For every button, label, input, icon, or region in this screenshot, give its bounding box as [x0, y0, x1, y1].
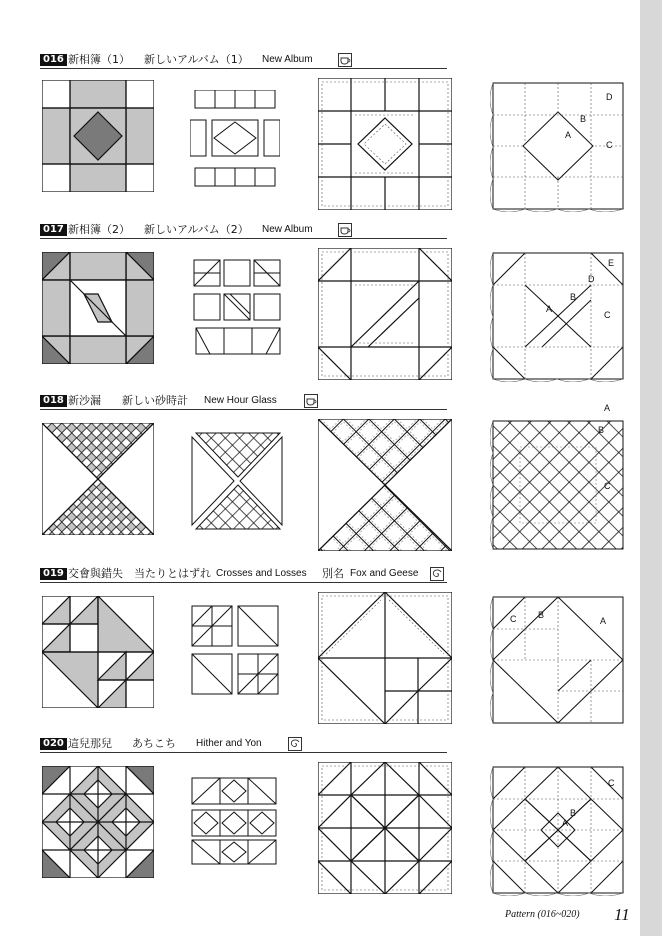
pattern-number-badge: 020 [40, 738, 67, 750]
pattern-017-section [0, 222, 640, 392]
spiral-icon [288, 737, 302, 751]
pattern-name-japanese: あちこち [132, 737, 176, 750]
pattern-name-japanese: 当たりとはずれ [134, 567, 211, 580]
piece-label-a: A [565, 130, 572, 140]
block-018-sewing [318, 419, 452, 551]
piece-label-b: B [538, 610, 545, 620]
block-019-template [490, 594, 630, 726]
pattern-name-english: New Album [262, 54, 313, 65]
pattern-016-section [0, 52, 640, 222]
piece-label-b: B [580, 114, 587, 124]
pattern-name-english: Hither and Yon [196, 738, 262, 749]
block-018-template [490, 403, 630, 553]
block-016-template [490, 80, 630, 212]
piece-label-a: A [546, 304, 553, 314]
pattern-number-badge: 018 [40, 395, 67, 407]
pattern-020-section [0, 736, 640, 906]
pattern-name-english: New Album [262, 224, 313, 235]
page-number: 11 [614, 905, 630, 924]
block-020-pieces [190, 776, 280, 866]
cup-icon [338, 223, 352, 237]
block-017-template [490, 250, 630, 382]
block-016-colored [42, 80, 154, 192]
piece-label-d: D [606, 92, 613, 102]
piece-label-c: C [604, 481, 611, 491]
pattern-header [40, 222, 447, 239]
pattern-name-chinese: 交會與錯失 [68, 567, 123, 580]
block-020-colored [42, 766, 154, 878]
footer-pattern-range: Pattern (016~020) [505, 909, 580, 920]
cup-icon [304, 394, 318, 408]
page-edge-bar [640, 0, 662, 936]
piece-label-c: C [604, 310, 611, 320]
pattern-header [40, 566, 447, 583]
pattern-number-badge: 017 [40, 224, 67, 236]
alias-label: 別名 [322, 567, 344, 580]
pattern-header [40, 736, 447, 753]
piece-label-e: E [608, 258, 615, 268]
pattern-number-badge: 016 [40, 54, 67, 66]
pattern-name-english: New Hour Glass [204, 395, 277, 406]
block-020-template [490, 764, 630, 896]
spiral-icon [430, 567, 444, 581]
pattern-name-japanese: 新しいアルバム（2） [144, 223, 249, 236]
pattern-number-badge: 019 [40, 568, 67, 580]
piece-label-a: A [562, 818, 569, 828]
piece-label-b: B [598, 425, 605, 435]
pattern-name-japanese: 新しいアルバム（1） [144, 53, 249, 66]
cup-icon [338, 53, 352, 67]
block-018-pieces [190, 431, 284, 531]
pattern-name-chinese: 新相簿（1） [68, 53, 130, 66]
pattern-alias-english: Fox and Geese [350, 568, 419, 579]
piece-label-d: D [588, 274, 595, 284]
pattern-019-section [0, 566, 640, 736]
block-016-sewing [318, 78, 452, 210]
pattern-name-chinese: 這兒那兒 [68, 737, 112, 750]
pattern-name-chinese: 新沙漏 [68, 394, 101, 407]
pattern-name-chinese: 新相簿（2） [68, 223, 130, 236]
block-017-pieces [190, 258, 282, 358]
piece-label-b: B [570, 292, 577, 302]
block-017-sewing [318, 248, 452, 380]
block-020-sewing [318, 762, 452, 894]
piece-label-a: A [604, 403, 611, 413]
pattern-name-english: Crosses and Losses [216, 568, 307, 579]
pattern-header [40, 52, 447, 69]
piece-label-c: C [510, 614, 517, 624]
block-017-colored [42, 252, 154, 364]
pattern-name-japanese: 新しい砂時計 [122, 394, 188, 407]
piece-label-c: C [606, 140, 613, 150]
piece-label-a: A [600, 616, 607, 626]
block-019-pieces [190, 604, 280, 698]
piece-label-c: C [608, 778, 615, 788]
block-019-colored [42, 596, 154, 708]
piece-label-b: B [570, 808, 577, 818]
block-018-colored [42, 423, 154, 535]
pattern-018-section [0, 393, 640, 563]
block-016-pieces [190, 90, 280, 190]
block-019-sewing [318, 592, 452, 724]
pattern-header [40, 393, 447, 410]
